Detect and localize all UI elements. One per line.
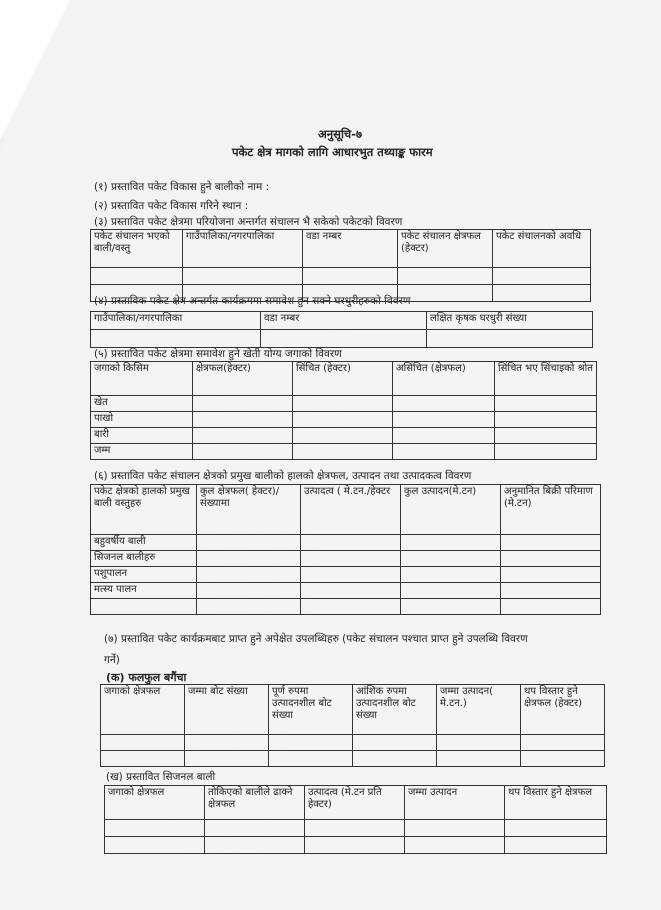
table4-header: लक्षित कृषक घरधुरी संख्या <box>427 312 593 330</box>
table7b-header: तोकिएको बालीले ढाक्ने क्षेत्रफल <box>205 786 305 820</box>
item-2-location: (२) प्रस्तावित पकेट विकास गरिने स्थान : <box>94 200 249 212</box>
annex-number: अनुसूचि-७ <box>318 127 362 141</box>
item-6-heading: (६) प्रस्तावित पकेट संचालन क्षेत्रको प्रमुख बालीको हालको क्षेत्रफल, उत्पादन तथा उत्पादकत्व विवरण <box>94 470 472 482</box>
table7a-header: जगाको क्षेत्रफल <box>101 685 185 735</box>
table3-header: वडा नम्बर <box>303 230 398 268</box>
table-7a-orchard <box>100 684 605 767</box>
table6-row-label: सिजनल बालीहरु <box>91 551 197 567</box>
sub-heading-seasonal: (ख) प्रस्तावित सिजनल बाली <box>106 771 216 783</box>
table-6-major-crops <box>90 484 601 615</box>
table-4-households <box>90 311 593 348</box>
table7a-header: जम्मा बोट संख्या <box>185 685 269 735</box>
table-3-existing-pockets <box>90 229 591 302</box>
table4-header: गाउँपालिका/नगरपालिका <box>91 312 261 330</box>
item-4-heading: (४) प्रस्ताविक पकेट क्षेत्र अन्तर्गत कार्यक्रममा समावेश हुन सक्ने घरधुरीहरुको विवरण <box>94 295 411 307</box>
table5-header: क्षेत्रफल(हेक्टर) <box>193 362 293 396</box>
item-3-heading: (३) प्रस्तावित पकेट क्षेत्रमा परियोजना अन्तर्गत संचालन भै सकेको पकेटको विवरण <box>94 216 403 228</box>
table6-row-label: मत्स्य पालन <box>91 583 197 599</box>
table3-header: गाउँपालिका/नगरपालिका <box>183 230 303 268</box>
table3-header: पकेट संचालन क्षेत्रफल (हेक्टर) <box>398 230 493 268</box>
table6-header: कुल उत्पादन(मे.टन) <box>401 485 501 535</box>
table7a-header: जम्मा उत्पादन( मे.टन.) <box>437 685 521 735</box>
table5-row-label: बारी <box>91 428 193 444</box>
table6-row-label: पशुपालन <box>91 567 197 583</box>
item-1-crop-name: (१) प्रस्तावित पकेट विकास हुने बालीको नाम : <box>94 181 270 193</box>
table7a-header: थप विस्तार हुने क्षेत्रफल (हेक्टर) <box>521 685 605 735</box>
table5-row-label: खेत <box>91 396 193 412</box>
item-7-heading-cont: गर्ने) <box>104 654 120 666</box>
table5-header: सिंचित भए सिंचाइको श्रोत <box>495 362 597 396</box>
table3-header: पकेट संचालन भएको बाली/वस्तु <box>91 230 183 268</box>
table6-header: उत्पादत्व ( मे.टन./हेक्टर <box>301 485 401 535</box>
table5-header: असिंचित (क्षेत्रफल) <box>393 362 495 396</box>
table6-header: अनुमानित बिक्री परिमाण (मे.टन) <box>501 485 601 535</box>
table6-row-label: बहुवर्षीय बाली <box>91 535 197 551</box>
table5-header: सिंचित (हेक्टर) <box>293 362 393 396</box>
table7a-header: आंशिक रुपमा उत्पादनशील बोट संख्या <box>353 685 437 735</box>
table7b-header: जम्मा उत्पादन <box>405 786 505 820</box>
table-7b-seasonal <box>104 785 607 854</box>
table5-row-label: पाखो <box>91 412 193 428</box>
table6-header: पकेट क्षेत्रको हालको प्रमुख बाली वस्तुहरु <box>91 485 197 535</box>
item-5-heading: (५) प्रस्तावित पकेट क्षेत्रमा समावेश हुने खेती योग्य जगाको विवरण <box>94 348 342 360</box>
table7a-header: पूर्ण रुपमा उत्पादनशील बोट संख्या <box>269 685 353 735</box>
form-title: पकेट क्षेत्र मागको लागि आधारभुत तथ्याङ्क फारम <box>232 145 433 159</box>
table6-header: कुल क्षेत्रफल( हेक्टर)/संख्यामा <box>197 485 301 535</box>
table7b-header: थप विस्तार हुने क्षेत्रफल <box>505 786 607 820</box>
table5-row-label: जम्म <box>91 444 193 460</box>
table7b-header: जगाको क्षेत्रफल <box>105 786 205 820</box>
folded-corner <box>0 0 70 140</box>
sub-heading-orchard: (क) फलफुल बगैंचा <box>106 671 187 684</box>
table4-header: वडा नम्बर <box>261 312 427 330</box>
table5-header: जगाको किसिम <box>91 362 193 396</box>
table-5-land <box>90 361 597 460</box>
table7b-header: उत्पादत्व (मे.टन प्रति हेक्टर) <box>305 786 405 820</box>
item-7-heading: (७) प्रस्तावित पकेट कार्यक्रमबाट प्राप्त हुने अपेक्षेत उपलब्धिहरु (पकेट संचालन पश्चात प्राप्त हुने उपलब्धि विवरण <box>104 633 528 645</box>
table3-header: पकेट संचालनको अवधि <box>493 230 591 268</box>
